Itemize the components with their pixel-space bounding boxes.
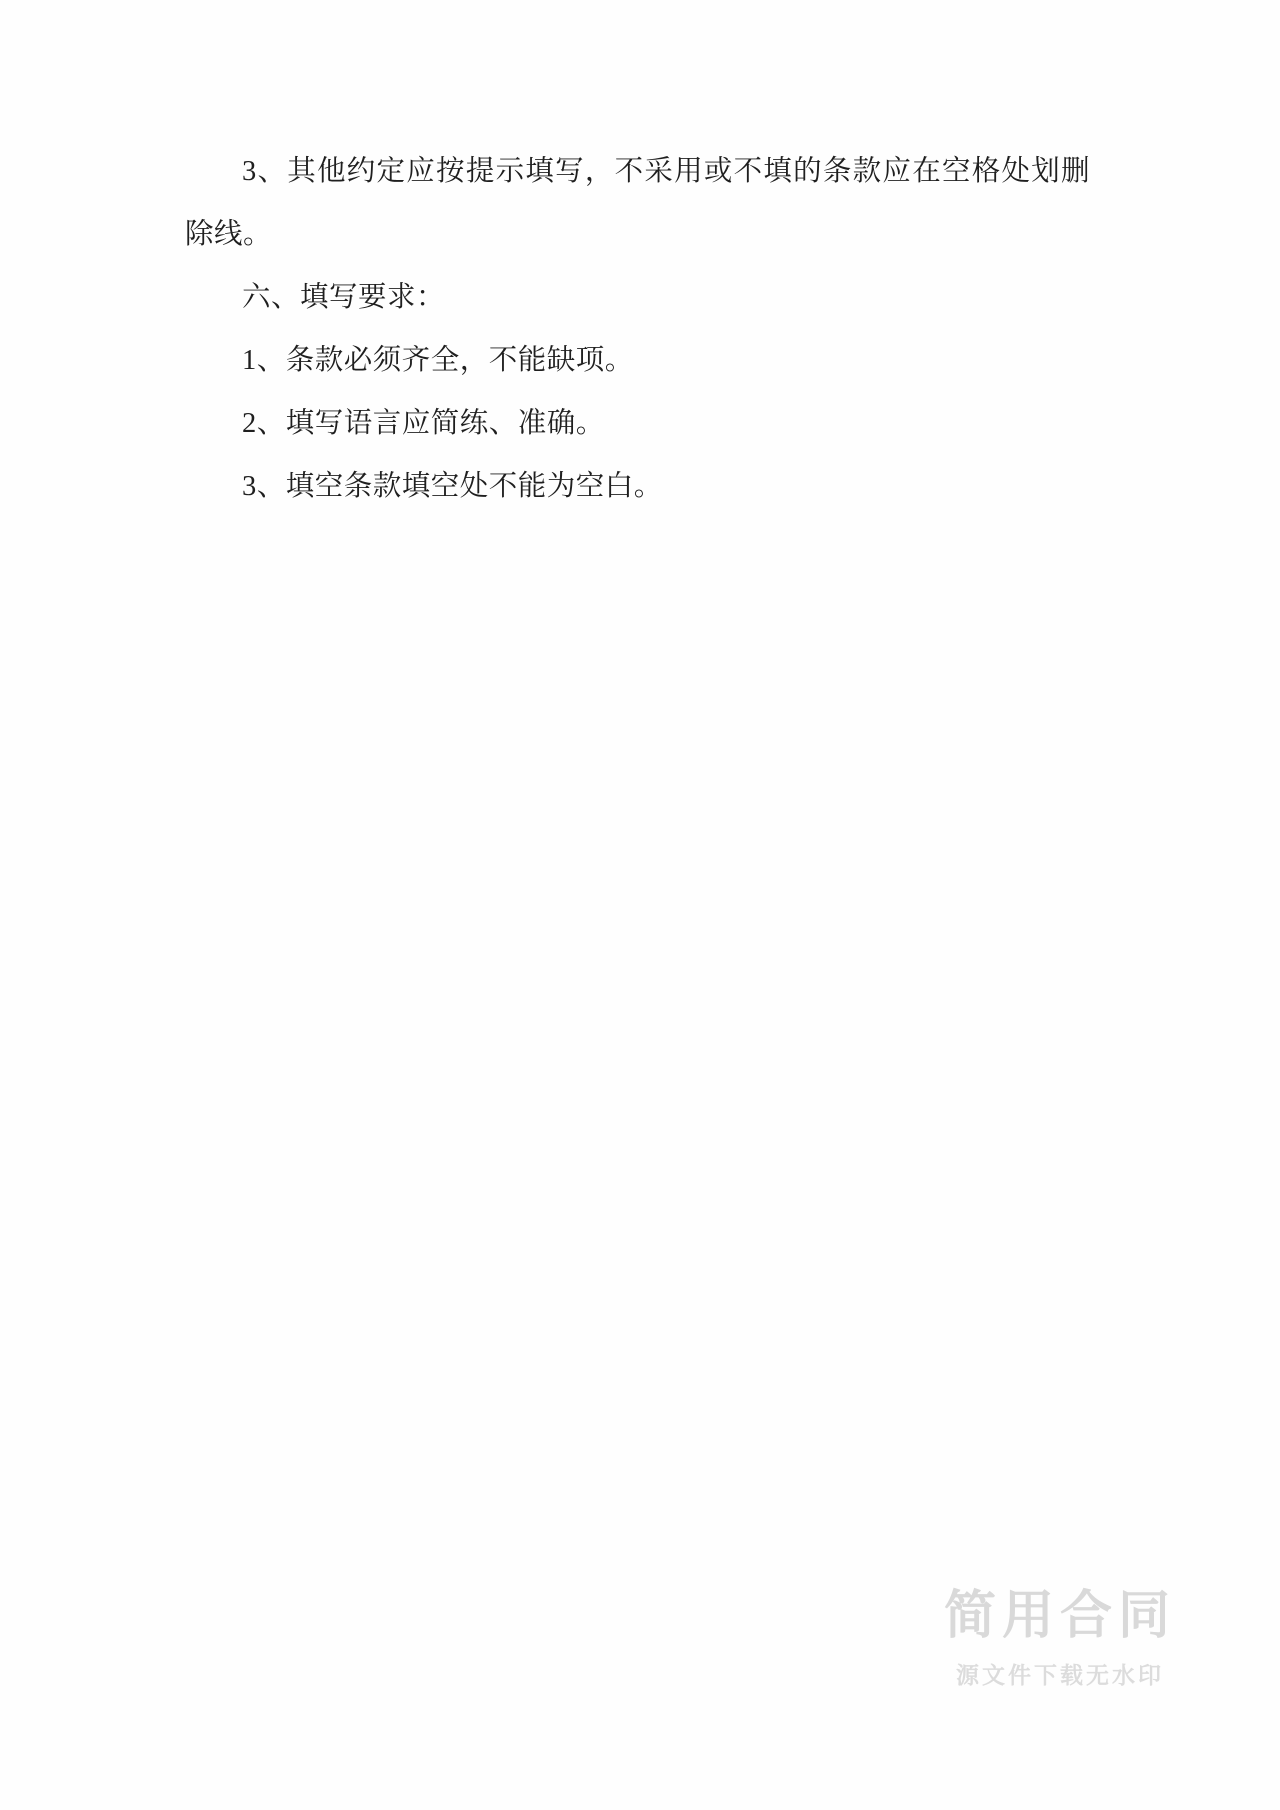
watermark-tagline: 源文件下载无水印 [956, 1663, 1164, 1689]
paragraph-other-terms: 3、其他约定应按提示填写，不采用或不填的条款应在空格处划删除线。 [185, 156, 1090, 250]
paragraph-section-six-heading: 六、填写要求： [242, 282, 446, 313]
paragraph-requirement-2: 2、填写语言应简练、准确。 [242, 408, 605, 439]
paragraph-requirement-1: 1、条款必须齐全，不能缺项。 [242, 345, 634, 376]
paragraph-requirement-3: 3、填空条款填空处不能为空白。 [242, 471, 663, 502]
watermark [900, 1587, 1220, 1690]
watermark-brand: 简用合同 [943, 1586, 1176, 1647]
document-body [185, 140, 1090, 518]
